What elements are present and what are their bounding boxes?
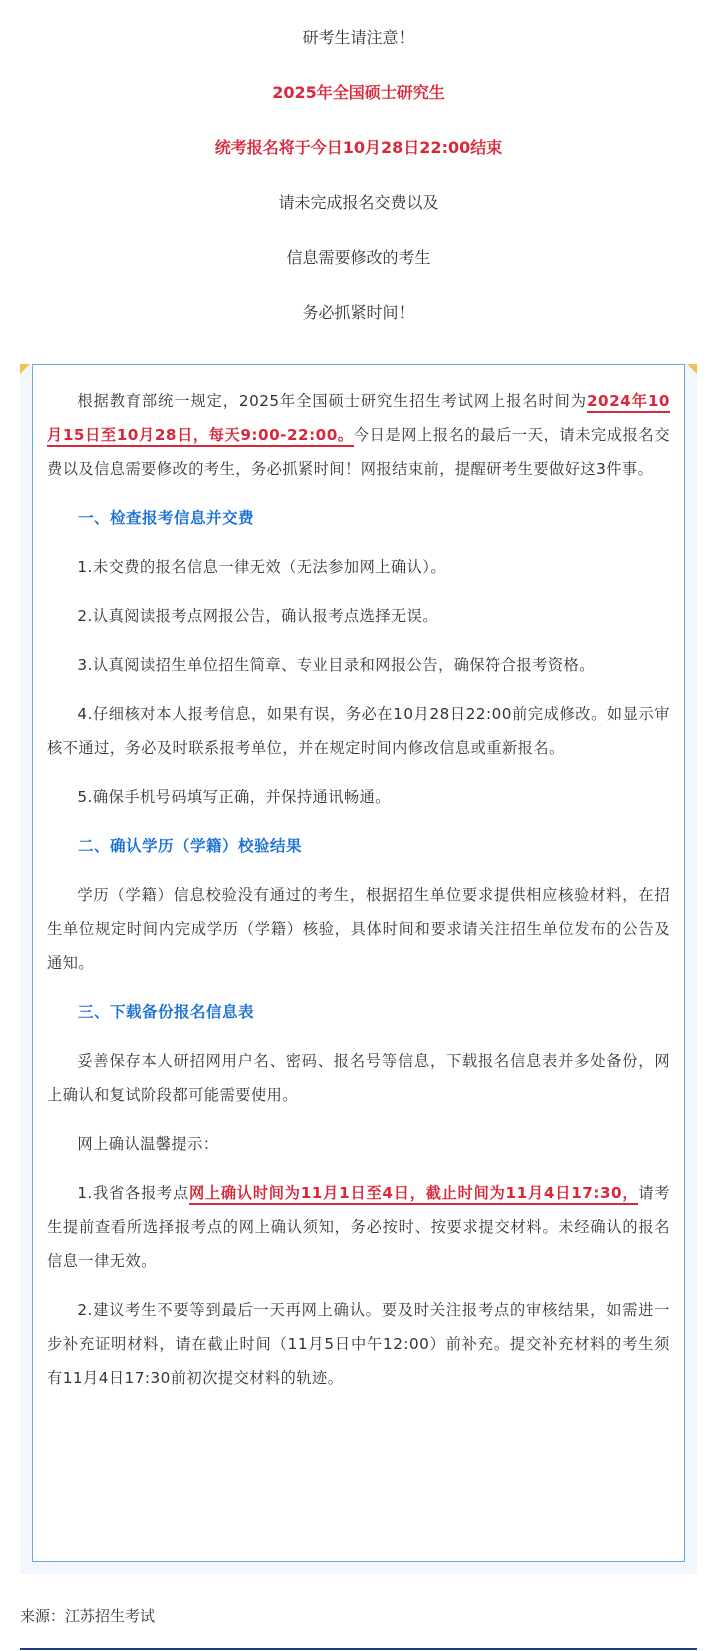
intro-line-1: 研考生请注意！ (302, 28, 415, 47)
intro-line-5: 信息需要修改的考生 (286, 248, 431, 267)
registration-period-highlight: 2024年10月15日至10月28日，每天9:00-22:00。 (47, 392, 670, 447)
section1-item-4: 4.仔细核对本人报考信息，如果有误，务必在10月28日22:00前完成修改。如显示审核不通过，务必及时联系报考单位，并在规定时间内修改信息或重新报名。 (47, 705, 670, 757)
notice-box (32, 364, 685, 1562)
intro-line-4: 请未完成报名交费以及 (278, 193, 439, 212)
corner-decoration-left (20, 364, 30, 374)
tip-2: 2.建议考生不要等到最后一天再网上确认。要及时关注报考点的审核结果，如需进一步补充证明材料，请在截止时间（11月5日中午12:00）前补充。提交补充材料的考生须有11月4日17:30前初次提交材料的轨迹。 (47, 1301, 670, 1387)
section1-item-5: 5.确保手机号码填写正确，并保持通讯畅通。 (77, 788, 391, 806)
intro-line-2: 2025年全国硕士研究生 (272, 83, 445, 102)
section-heading-download-form: 三、下载备份报名信息表 (78, 1003, 255, 1021)
section-heading-verify-education: 二、确认学历（学籍）校验结果 (78, 837, 303, 855)
section-heading-check-info: 一、检查报考信息并交费 (78, 509, 255, 527)
section1-item-1: 1.未交费的报名信息一律无效（无法参加网上确认）。 (77, 558, 447, 576)
tips-title: 网上确认温馨提示： (77, 1135, 219, 1153)
intro-paragraph (47, 384, 670, 486)
tip-1 (47, 1176, 670, 1278)
corner-decoration-right (687, 364, 697, 374)
source-credit: 来源：江苏招生考试 (20, 1607, 156, 1625)
intro-line-3: 统考报名将于今日10月28日22:00结束 (214, 138, 503, 157)
section3-body: 妥善保存本人研招网用户名、密码、报名号等信息，下载报名信息表并多处备份，网上确认和复试阶段都可能需要使用。 (47, 1052, 670, 1104)
section1-item-2: 2.认真阅读报考点网报公告，确认报考点选择无误。 (77, 607, 439, 625)
intro-paragraph-text-2: 今日是网上报名的最后一天，请未完成报名交费以及信息需要修改的考生，务必抓紧时间！网报结束前，提醒研考生要做好这3件事。 (47, 426, 671, 478)
confirmation-period-highlight: 网上确认时间为11月1日至4日，截止时间为11月4日17:30， (189, 1184, 638, 1205)
tip-1-text-1: 1.我省各报考点 (77, 1184, 189, 1202)
section2-body: 学历（学籍）信息校验没有通过的考生，根据招生单位要求提供相应核验材料，在招生单位规定时间内完成学历（学籍）核验，具体时间和要求请关注招生单位发布的公告及通知。 (47, 886, 670, 972)
intro-paragraph-text-1: 根据教育部统一规定，2025年全国硕士研究生招生考试网上报名时间为 (77, 392, 587, 410)
footer-divider (20, 1648, 697, 1650)
intro-line-6: 务必抓紧时间！ (302, 303, 415, 322)
section1-item-3: 3.认真阅读招生单位招生简章、专业目录和网报公告，确保符合报考资格。 (77, 656, 595, 674)
tip-1-text-2: 请考生提前查看所选择报考点的网上确认须知，务必按时、按要求提交材料。未经确认的报名信息一律无效。 (47, 1184, 670, 1270)
